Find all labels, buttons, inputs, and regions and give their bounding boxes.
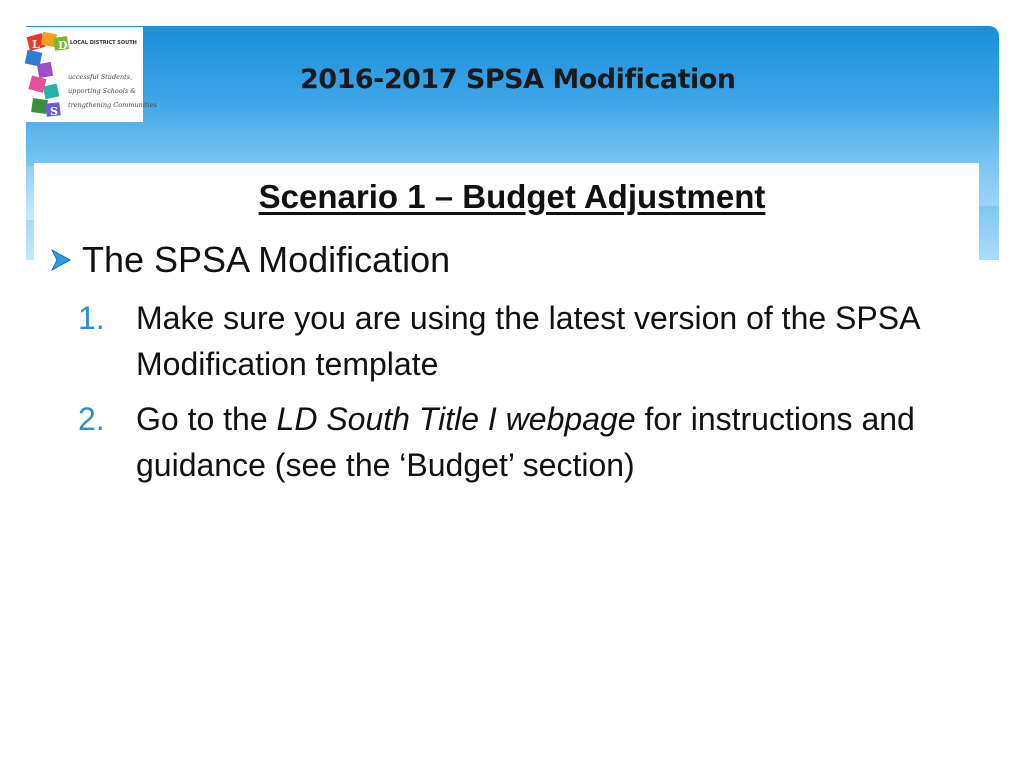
puzzle-logo-icon [24,27,157,122]
logo-letter-d: D [58,39,68,52]
logo-line-2: upporting Schools & [68,87,137,95]
logo-heading: LOCAL DISTRICT SOUTH [70,40,137,46]
list-text-2-before: Go to the [136,401,277,437]
arrow-bullet-icon [48,247,74,273]
logo-letter-s: S [50,105,58,118]
logo-line-3: trengthening Communities [68,101,157,109]
logo-line-1: uccessful Students, [68,73,133,81]
district-logo [24,27,157,122]
list-number-2: 2. [78,401,105,437]
title-i-webpage-link[interactable]: LD South Title I webpage [276,401,636,437]
list-text-1: Make sure you are using the latest version of the SPSA Modification template [136,300,919,382]
list-item-2 [78,396,976,488]
list-text-2 [136,396,976,488]
scenario-heading: Scenario 1 – Budget Adjustment [258,178,766,215]
main-bullet [48,238,450,282]
logo-letter-l: L [32,38,40,51]
bullet-text: The SPSA Modification [82,239,451,280]
list-item-1 [78,295,976,387]
slide-title: 2016-2017 SPSA Modification [300,64,736,95]
list-text-2-after: for instructions and guidance (see the ‘Budget’ section) [136,401,915,483]
list-number-1: 1. [78,300,105,336]
